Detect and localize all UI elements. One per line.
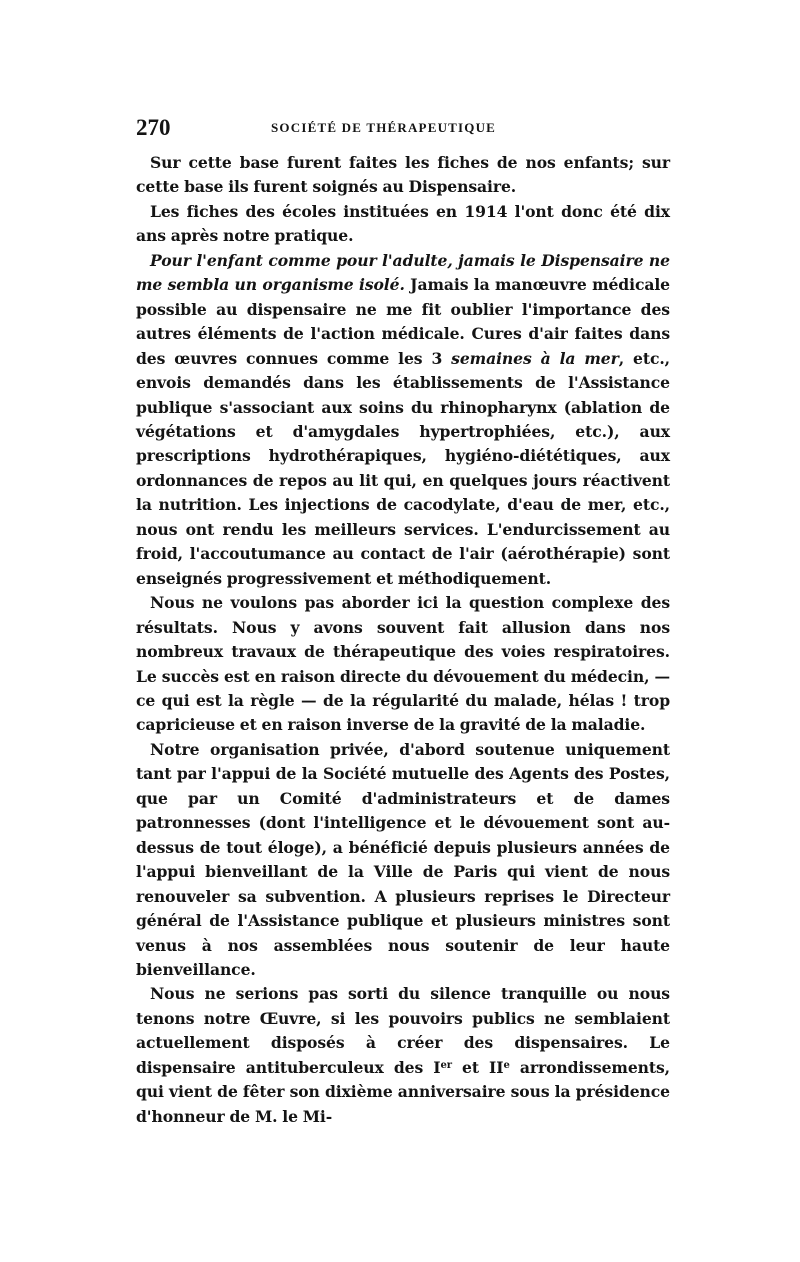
italic-text: Pour l'enfant comme pour l'adulte, jamais le Dispensaire ne me sembla un organisme isolé. xyxy=(136,250,670,295)
running-title: SOCIÉTÉ DE THÉRAPEUTIQUE xyxy=(271,120,497,135)
paragraph-text: arrondissements, qui vient de fêter son dixième anniversaire sous la présidence d'honneur de M. le Mi- xyxy=(136,1057,670,1126)
paragraph-text: Nous ne serions pas sorti du silence tranquille ou nous tenons notre Œuvre, si les pouvoirs publics ne semblaient actuellement disposés à créer des dispensaires. Le dispensaire antituberculeux des I xyxy=(136,984,670,1077)
body-text xyxy=(136,151,670,1129)
paragraph-text: , etc., envois demandés dans les établissements de l'Assistance publique s'associant aux soins du rhinopharynx (ablation de végétations et d'amygdales hypertrophiées, etc.), aux prescriptions hydrothérapiques, hygiéno-diététiques, aux ordonnances de repos au lit qui, en quelques jours réactivent la nutrition. Les injections de cacodylate, d'eau de mer, etc., nous ont rendu les meilleurs services. L'endurcissement au froid, l'accoutumance au contact de l'air (aérothérapie) sont enseignés progressivement et méthodiquement. xyxy=(136,348,670,588)
paragraph-text: et II xyxy=(451,1057,504,1077)
page-header xyxy=(136,111,670,143)
superscript: e xyxy=(503,1059,510,1071)
paragraph: Nous ne voulons pas aborder ici la question complexe des résultats. Nous y avons souvent fait allusion dans nos nombreux travaux de thérapeutique des voies respiratoires. Le succès est en raison directe du dévouement du médecin, — ce qui est la règle — de la régularité du malade, hélas ! trop capricieuse et en raison inverse de la gravité de la maladie. xyxy=(136,593,670,735)
paragraph: Les fiches des écoles instituées en 1914 l'ont donc été dix ans après notre pratique. xyxy=(136,201,670,246)
paragraph: Notre organisation privée, d'abord soutenue uniquement tant par l'appui de la Société mutuelle des Agents des Postes, que par un Comité d'administrateurs et de dames patronnesses (dont l'intelligence et le dévouement sont au-dessus de tout éloge), a bénéficié depuis plusieurs années de l'appui bienveillant de la Ville de Paris qui vient de nous renouveler sa subvention. A plusieurs reprises le Directeur général de l'Assistance publique et plusieurs ministres sont venus à nos assemblées nous soutenir de leur haute bienveillance. xyxy=(136,739,670,979)
paragraph-text: Jamais la manœuvre médicale possible au dispensaire ne me fit oublier l'importance des autres éléments de l'action médicale. Cures d'air faites dans des œuvres connues comme les 3 xyxy=(136,275,670,368)
italic-text: semaines à la mer xyxy=(451,348,619,368)
page-number: 270 xyxy=(136,115,171,140)
paragraph: Sur cette base furent faites les fiches de nos enfants; sur cette base ils furent soignés au Dispensaire. xyxy=(136,153,670,197)
superscript: er xyxy=(440,1059,452,1071)
paragraph xyxy=(136,982,670,1129)
paragraph xyxy=(136,249,670,591)
